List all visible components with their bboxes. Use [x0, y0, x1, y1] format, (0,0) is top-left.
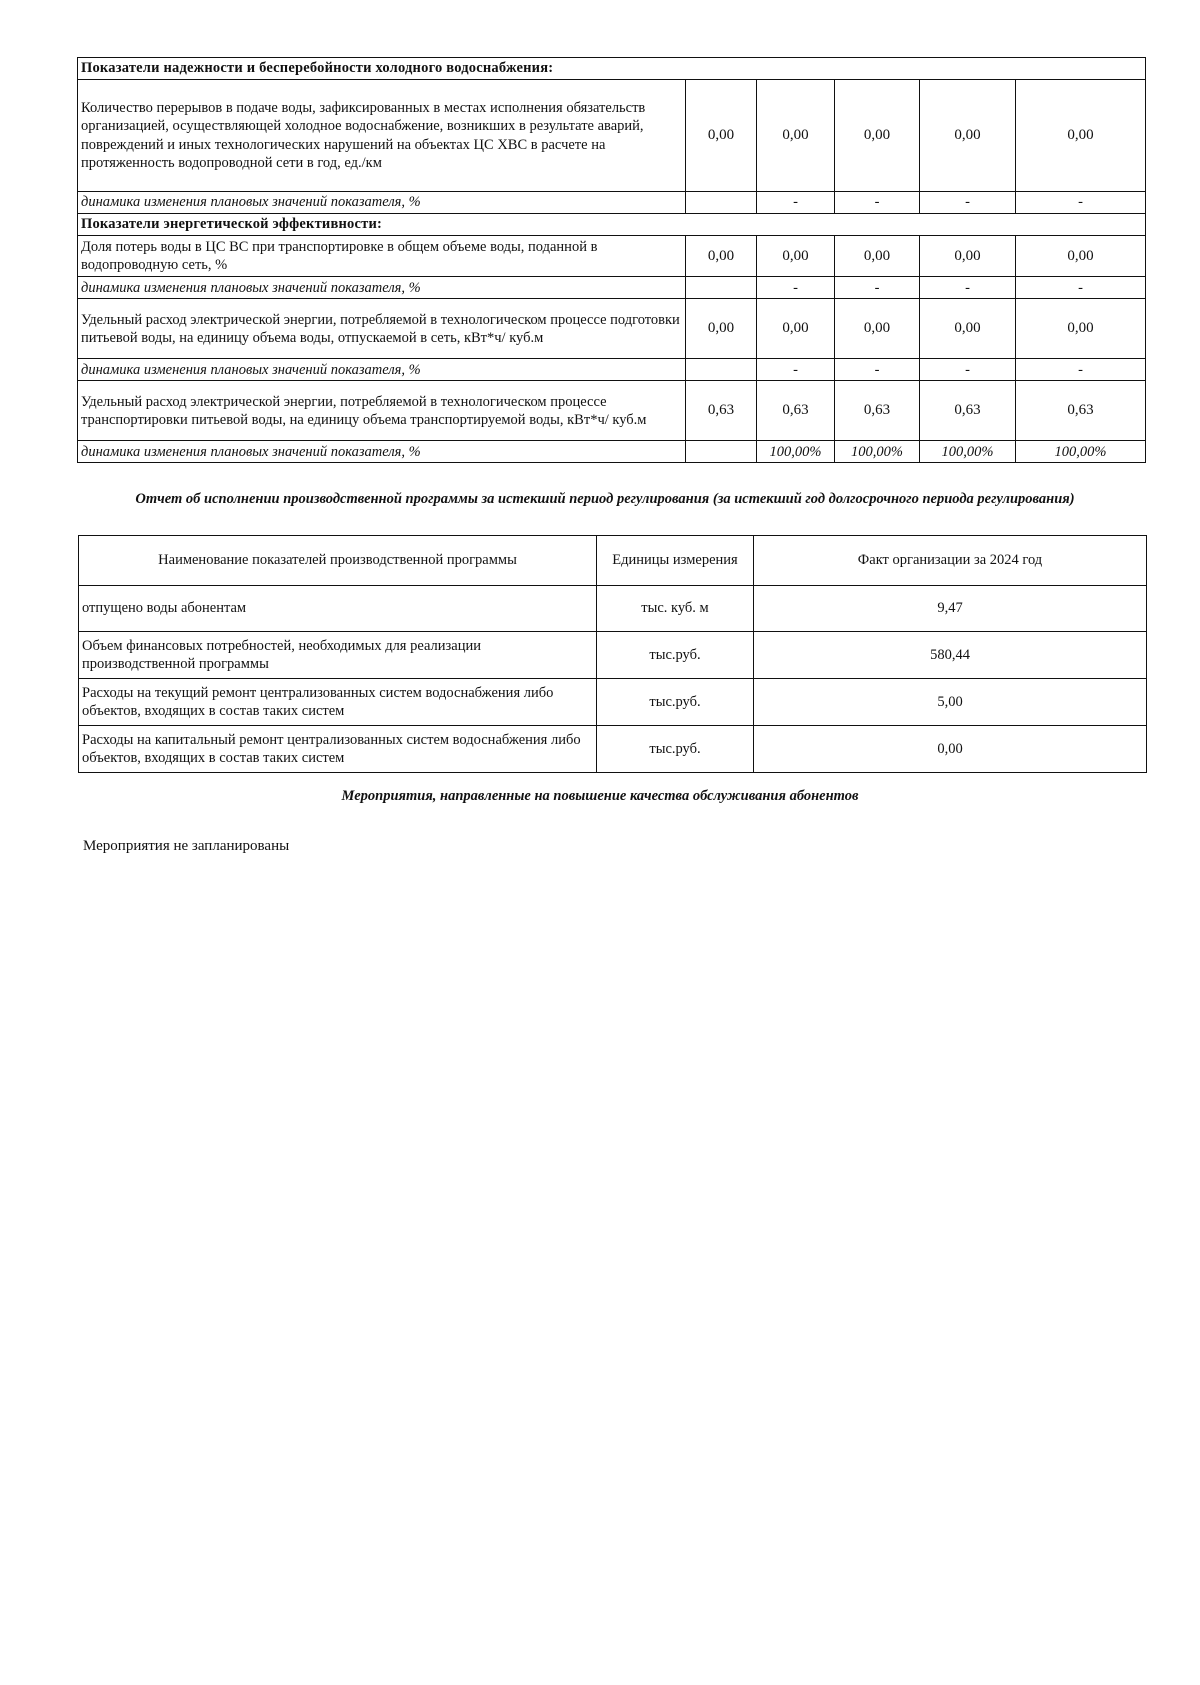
value-cell: 0,00	[757, 236, 835, 277]
dynamics-cell: 100,00%	[757, 441, 835, 463]
value-cell: 0,00	[757, 80, 835, 192]
dynamics-cell: -	[835, 359, 920, 381]
dynamics-label: динамика изменения плановых значений показателя, %	[78, 277, 686, 299]
table-row	[78, 299, 1146, 359]
row-label: Удельный расход электрической энергии, потребляемой в технологическом процессе подготовки питьевой воды, на единицу объема воды, отпускаемой в сеть, кВт*ч/ куб.м	[78, 299, 686, 359]
fact-value: 580,44	[754, 632, 1147, 679]
dynamics-cell	[686, 192, 757, 214]
table-row	[78, 236, 1146, 277]
report-title: Отчет об исполнении производственной программы за истекший период регулирования (за истекший год долгосрочного периода регулирования)	[135, 491, 1075, 507]
value-cell: 0,63	[1016, 381, 1146, 441]
indicator-name: Объем финансовых потребностей, необходимых для реализации производственной программы	[79, 632, 597, 679]
section-title-reliability: Показатели надежности и бесперебойности холодного водоснабжения:	[78, 58, 1146, 80]
table-row	[78, 381, 1146, 441]
dynamics-cell: 100,00%	[1016, 441, 1146, 463]
unit-cell: тыс.руб.	[597, 679, 754, 726]
value-cell: 0,00	[686, 80, 757, 192]
value-cell: 0,00	[835, 299, 920, 359]
dynamics-label: динамика изменения плановых значений показателя, %	[78, 359, 686, 381]
table-row	[79, 726, 1147, 773]
dynamics-cell: -	[1016, 277, 1146, 299]
value-cell: 0,63	[686, 381, 757, 441]
dynamics-cell: -	[757, 192, 835, 214]
dynamics-cell	[686, 277, 757, 299]
section-title-energy: Показатели энергетической эффективности:	[78, 214, 1146, 236]
dynamics-row	[78, 441, 1146, 463]
indicators-table	[77, 57, 1146, 463]
table-row	[79, 586, 1147, 632]
dynamics-cell	[686, 359, 757, 381]
value-cell: 0,00	[920, 80, 1016, 192]
dynamics-cell: -	[835, 192, 920, 214]
dynamics-cell: -	[757, 359, 835, 381]
value-cell: 0,00	[1016, 236, 1146, 277]
dynamics-cell: -	[1016, 359, 1146, 381]
table-row	[78, 80, 1146, 192]
dynamics-cell: -	[757, 277, 835, 299]
indicator-name: Расходы на текущий ремонт централизованных систем водоснабжения либо объектов, входящих в состав таких систем	[79, 679, 597, 726]
column-header: Факт организации за 2024 год	[754, 536, 1147, 586]
section-row-reliability	[78, 58, 1146, 80]
dynamics-cell	[686, 441, 757, 463]
table-header-row	[79, 536, 1147, 586]
dynamics-label: динамика изменения плановых значений показателя, %	[78, 441, 686, 463]
table-row	[79, 632, 1147, 679]
value-cell: 0,00	[686, 299, 757, 359]
dynamics-cell: 100,00%	[920, 441, 1016, 463]
value-cell: 0,63	[835, 381, 920, 441]
indicator-name: отпущено воды абонентам	[79, 586, 597, 632]
dynamics-cell: -	[835, 277, 920, 299]
value-cell: 0,00	[920, 299, 1016, 359]
value-cell: 0,63	[920, 381, 1016, 441]
dynamics-row	[78, 359, 1146, 381]
production-program-table	[78, 535, 1147, 773]
table-row	[79, 679, 1147, 726]
value-cell: 0,00	[835, 236, 920, 277]
dynamics-cell: -	[920, 359, 1016, 381]
value-cell: 0,00	[1016, 299, 1146, 359]
dynamics-label: динамика изменения плановых значений показателя, %	[78, 192, 686, 214]
unit-cell: тыс. куб. м	[597, 586, 754, 632]
unit-cell: тыс.руб.	[597, 726, 754, 773]
dynamics-cell: -	[920, 192, 1016, 214]
indicator-name: Расходы на капитальный ремонт централизованных систем водоснабжения либо объектов, входящих в состав таких систем	[79, 726, 597, 773]
measures-note: Мероприятия не запланированы	[83, 838, 290, 854]
column-header: Единицы измерения	[597, 536, 754, 586]
value-cell: 0,00	[1016, 80, 1146, 192]
row-label: Удельный расход электрической энергии, потребляемой в технологическом процессе транспортировки питьевой воды, на единицу объема транспортируемой воды, кВт*ч/ куб.м	[78, 381, 686, 441]
value-cell: 0,63	[757, 381, 835, 441]
value-cell: 0,00	[757, 299, 835, 359]
row-label: Количество перерывов в подаче воды, зафиксированных в местах исполнения обязательств организацией, осуществляющей холодное водоснабжение, возникших в результате аварий, повреждений и иных технологических нарушений на объектах ЦС ХВС в расчете на протяженность водопроводной сети в год, ед./км	[78, 80, 686, 192]
dynamics-cell: -	[1016, 192, 1146, 214]
column-header: Наименование показателей производственной программы	[79, 536, 597, 586]
dynamics-cell: -	[920, 277, 1016, 299]
value-cell: 0,00	[920, 236, 1016, 277]
dynamics-row	[78, 277, 1146, 299]
unit-cell: тыс.руб.	[597, 632, 754, 679]
measures-title: Мероприятия, направленные на повышение качества обслуживания абонентов	[341, 788, 859, 804]
row-label: Доля потерь воды в ЦС ВС при транспортировке в общем объеме воды, поданной в водопроводную сеть, %	[78, 236, 686, 277]
dynamics-row	[78, 192, 1146, 214]
fact-value: 5,00	[754, 679, 1147, 726]
value-cell: 0,00	[686, 236, 757, 277]
fact-value: 0,00	[754, 726, 1147, 773]
fact-value: 9,47	[754, 586, 1147, 632]
section-row-energy	[78, 214, 1146, 236]
dynamics-cell: 100,00%	[835, 441, 920, 463]
value-cell: 0,00	[835, 80, 920, 192]
